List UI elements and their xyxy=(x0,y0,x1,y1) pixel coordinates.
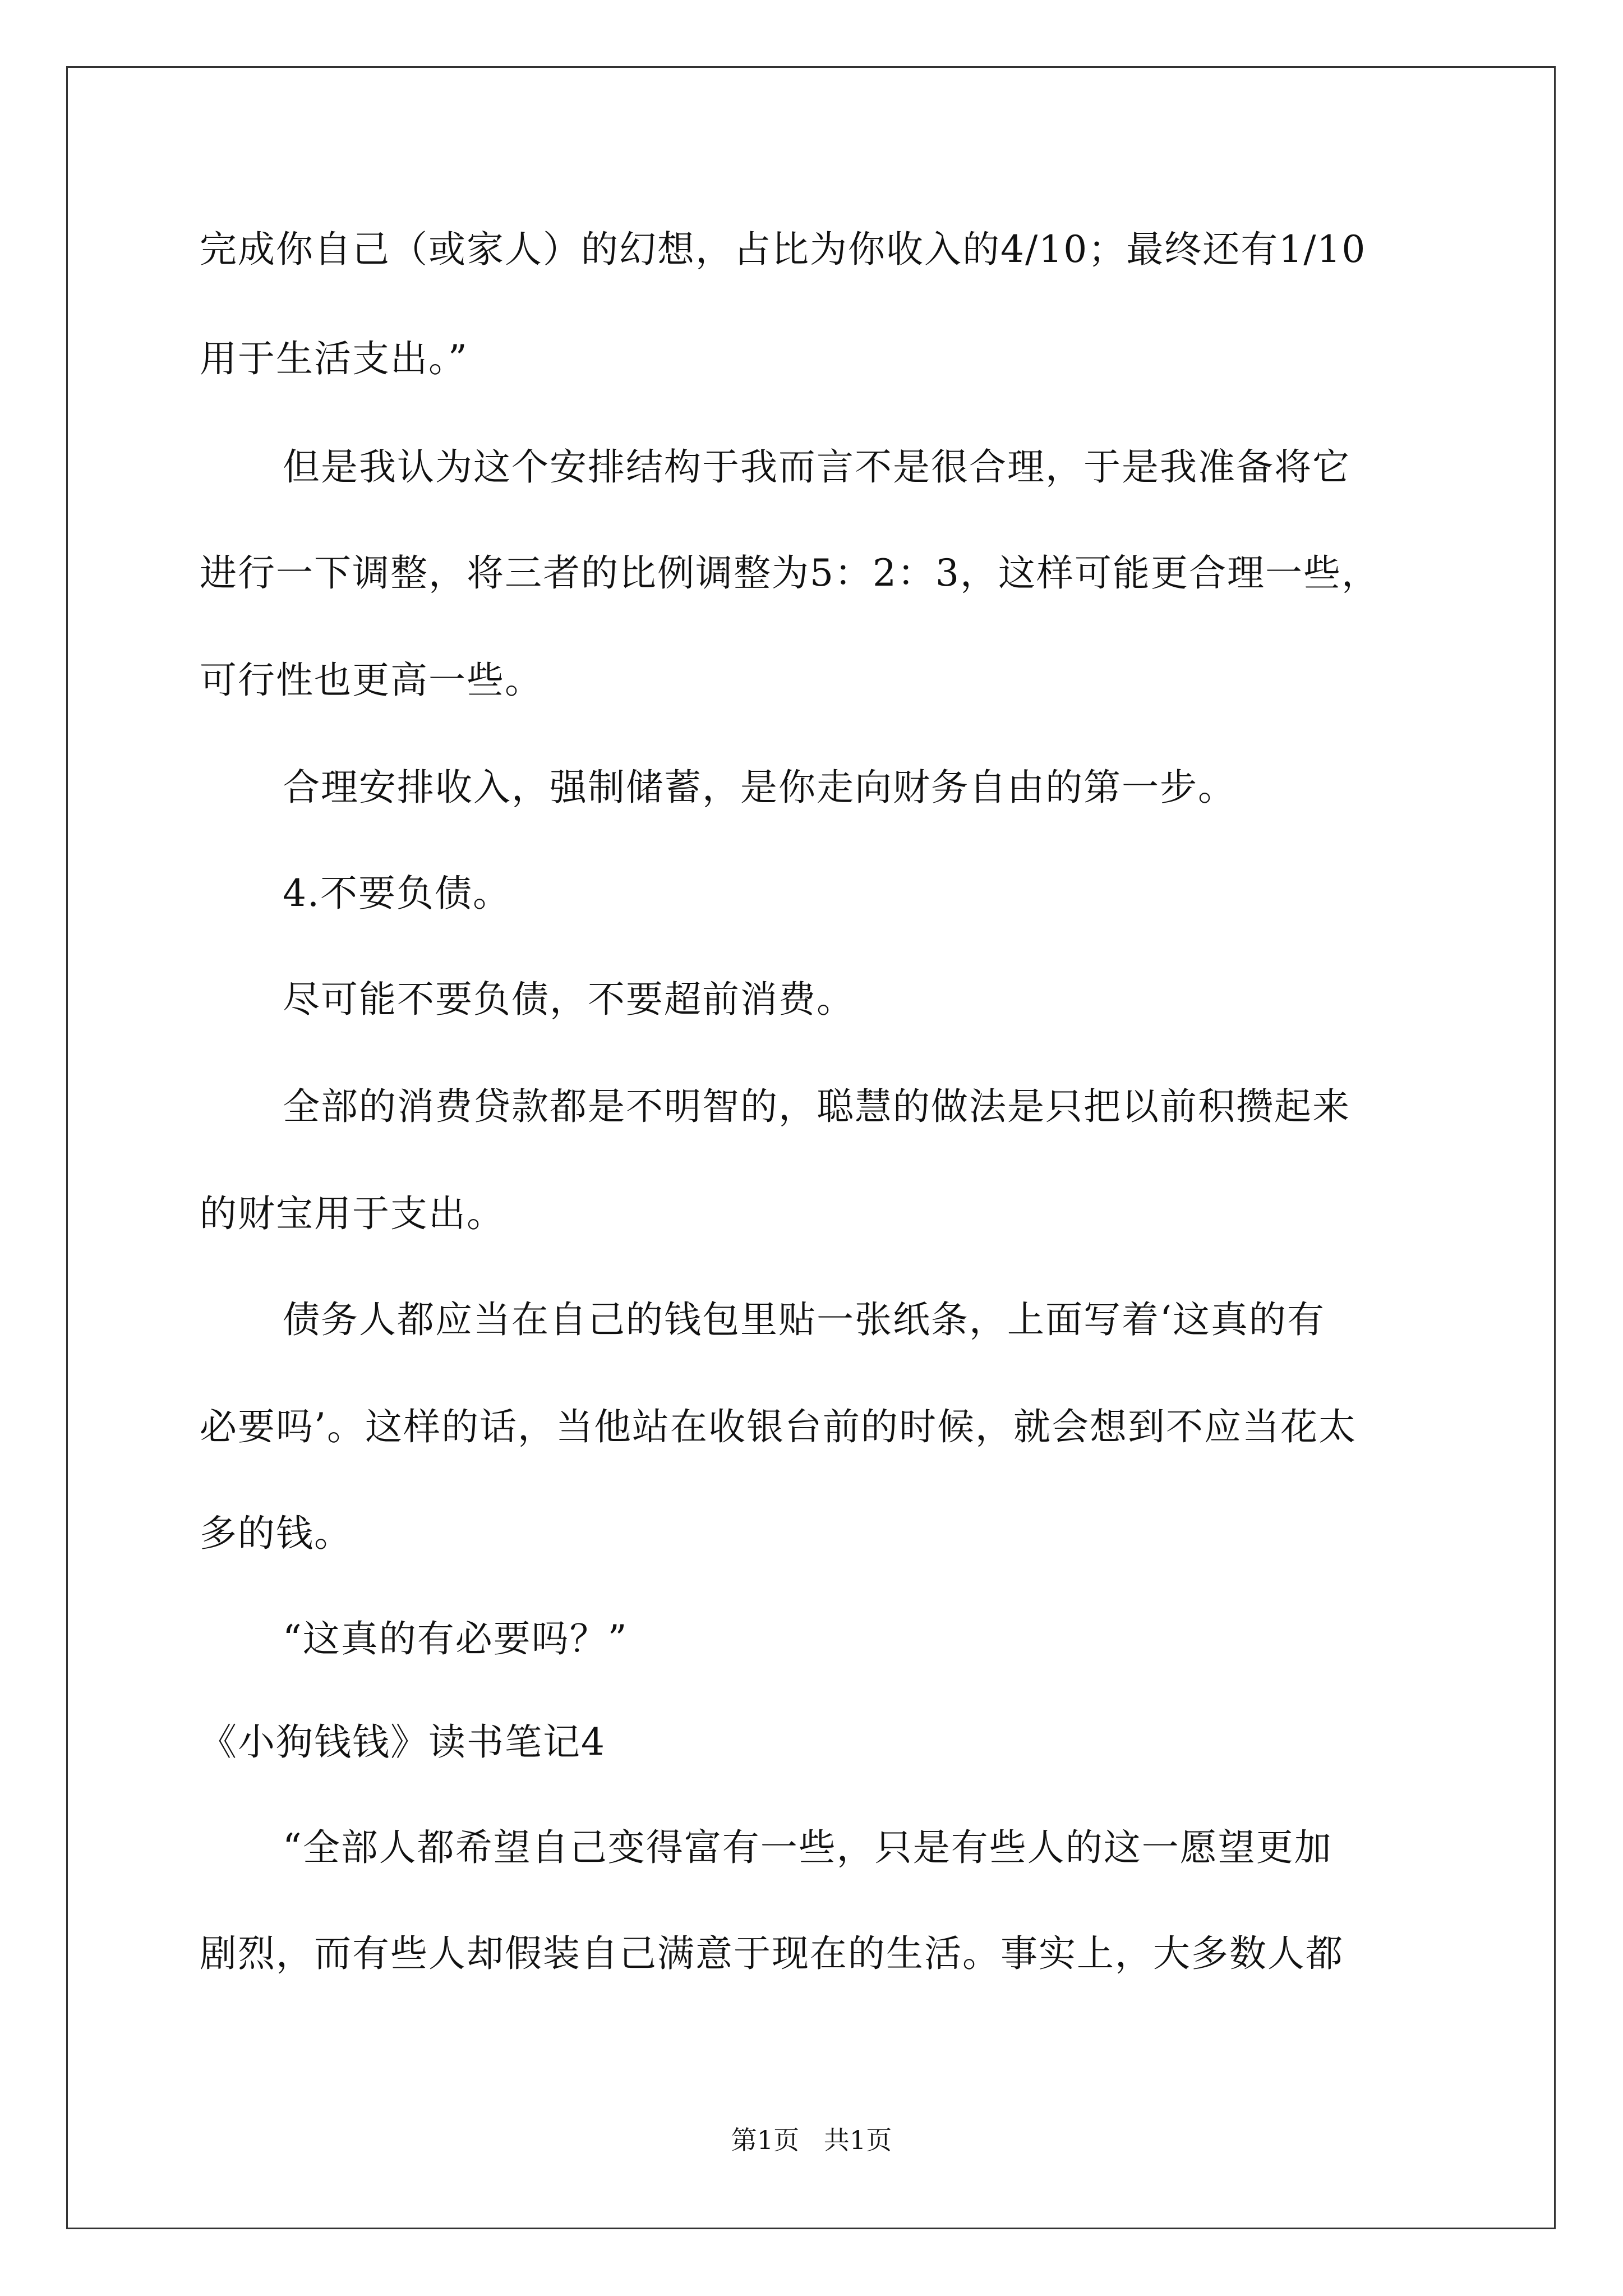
numbered-heading: 4.不要负债。 xyxy=(283,872,511,915)
paragraph-start: 尽可能不要负债，不要超前消费。 xyxy=(283,978,855,1021)
body-line: 必要吗’。这样的话，当他站在收银台前的时候，就会想到不应当花太 xyxy=(200,1405,1357,1448)
quote-line: “这真的有必要吗？” xyxy=(283,1617,628,1660)
paragraph-start: 合理安排收入，强制储蓄，是你走向财务自由的第一步。 xyxy=(283,766,1236,809)
paragraph-start: “全部人都希望自己变得富有一些，只是有些人的这一愿望更加 xyxy=(283,1826,1332,1869)
paragraph-start: 全部的消费贷款都是不明智的，聪慧的做法是只把以前积攒起来 xyxy=(283,1085,1350,1128)
body-line: 剧烈，而有些人却假装自己满意于现在的生活。事实上，大多数人都 xyxy=(200,1932,1344,1975)
body-line: 多的钱。 xyxy=(200,1512,352,1555)
page-footer: 第1页 共1页 xyxy=(731,2125,892,2155)
body-line: 的财宝用于支出。 xyxy=(200,1192,505,1235)
page-border xyxy=(66,66,1556,2229)
paragraph-start: 但是我认为这个安排结构于我而言不是很合理，于是我准备将它 xyxy=(283,445,1350,489)
body-line: 用于生活支出。” xyxy=(200,337,468,380)
body-line: 可行性也更高一些。 xyxy=(200,659,543,702)
paragraph-start: 债务人都应当在自己的钱包里贴一张纸条，上面写着‘这真的有 xyxy=(283,1298,1325,1341)
section-title: 《小狗钱钱》读书笔记4 xyxy=(200,1720,606,1764)
body-line: 完成你自己（或家人）的幻想，占比为你收入的4/10；最终还有1/10 xyxy=(200,228,1367,271)
body-line: 进行一下调整，将三者的比例调整为5：2：3，这样可能更合理一些， xyxy=(200,551,1380,595)
